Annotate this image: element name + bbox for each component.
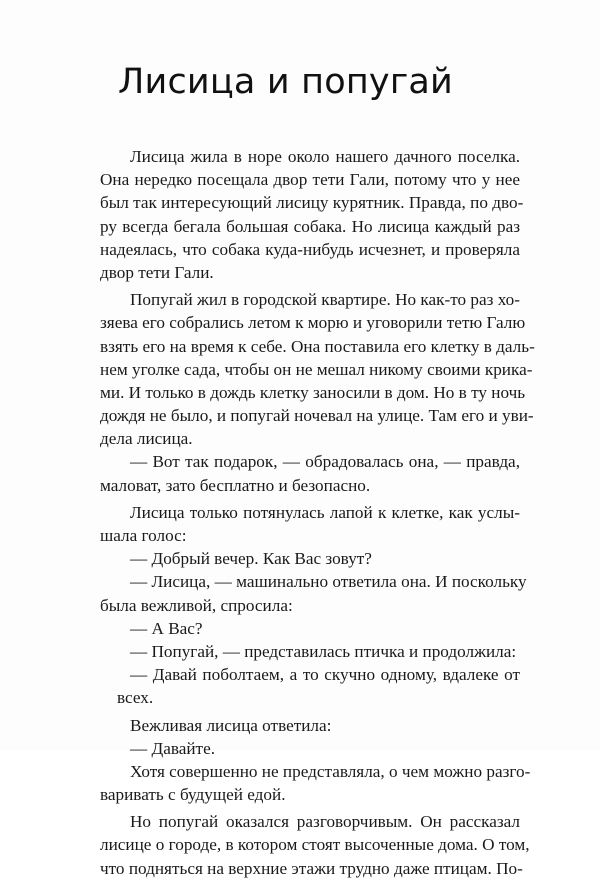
text-line: зяева его собрались летом к морю и уговорили тетю Галю bbox=[100, 313, 526, 333]
text-line: Лисица только потянулась лапой к клетке, как услы- bbox=[130, 502, 520, 522]
text-line: — Давай поболтаем, а то скучно одному, вдалеке от bbox=[130, 665, 520, 685]
text-line: ру всегда бегала большая собака. Но лисица каждый раз bbox=[100, 216, 520, 236]
text-line: Попугай жил в городской квартире. Но как-то раз хо- bbox=[130, 290, 520, 310]
text-line: шала голос: bbox=[100, 526, 187, 545]
text-line: Она нередко посещала двор тети Гали, потому что у нее bbox=[100, 170, 520, 190]
text-line: что подняться на верхние этажи трудно даже птицам. По- bbox=[100, 858, 523, 878]
text-line: была вежливой, спросила: bbox=[100, 595, 293, 615]
text-line: Вежливая лисица ответила: bbox=[130, 715, 332, 735]
text-line: ми. И только в дождь клетку заносили в дом. Но в ту ночь bbox=[100, 382, 526, 402]
text-line: всех. bbox=[117, 688, 154, 708]
text-line: Но попугай оказался разговорчивым. Он рассказал bbox=[130, 812, 520, 832]
text-line: — Лисица, — машинально ответила она. И поскольку bbox=[130, 572, 527, 592]
text-line: был так интересующий лисицу курятник. Правда, по дво- bbox=[100, 193, 524, 213]
text-line: — Добрый вечер. Как Вас зовут? bbox=[130, 549, 372, 569]
text-line: Хотя совершенно не представляла, о чем можно разго- bbox=[130, 761, 531, 781]
text-line: — Давайте. bbox=[130, 738, 215, 758]
text-line: — А Вас? bbox=[130, 618, 203, 638]
text-line: двор тети Гали. bbox=[100, 262, 214, 282]
story-title: Лисица и попугай bbox=[118, 62, 453, 102]
text-line: — Вот так подарок, — обрадовалась она, — правда, bbox=[130, 452, 520, 472]
text-line: лисице о городе, в котором стоят высоченные дома. О том, bbox=[100, 835, 530, 855]
text-line: — Попугай, — представилась птичка и продолжила: bbox=[130, 641, 517, 661]
story-body bbox=[100, 145, 535, 880]
text-line: нем уголке сада, чтобы он не мешал никому своими крика- bbox=[100, 359, 533, 379]
text-line: дождя не было, и попугай ночевал на улице. Там его и уви- bbox=[100, 406, 534, 426]
text-line: Лисица жила в норе около нашего дачного поселка. bbox=[130, 147, 520, 166]
text-line: надеялась, что собака куда-нибудь исчезнет, и проверяла bbox=[100, 239, 520, 259]
text-line: дела лисица. bbox=[100, 429, 193, 449]
text-line: взять его на время к себе. Она поставила его клетку в даль- bbox=[100, 336, 535, 356]
text-line: варивать с будущей едой. bbox=[100, 785, 286, 805]
text-line: маловат, зато бесплатно и безопасно. bbox=[100, 475, 371, 495]
